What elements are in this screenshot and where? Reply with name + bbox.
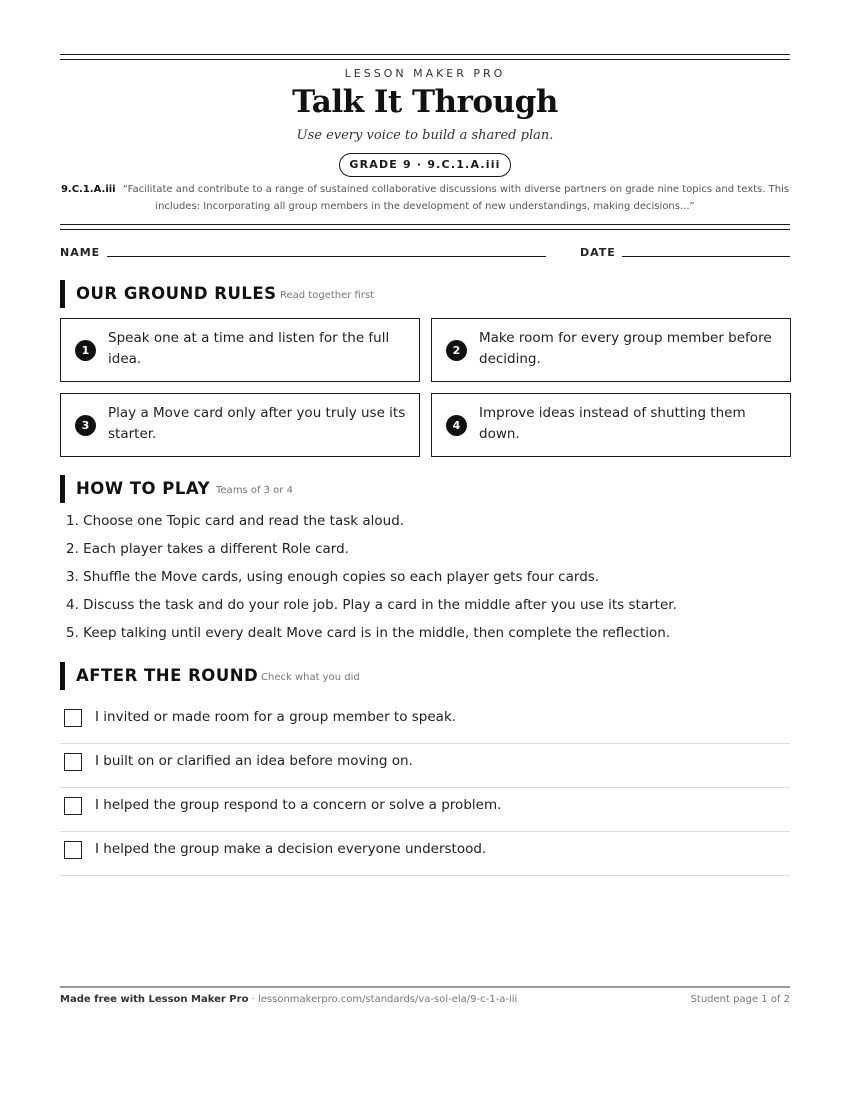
after-round-heading: AFTER THE ROUND [76,666,259,685]
ground-rules-heading: OUR GROUND RULES [76,284,277,303]
worksheet-subtitle: Use every voice to build a shared plan. [296,128,554,143]
rule-number-badge: 1 [75,340,96,361]
rule-text: Make room for every group member before deciding. [479,330,772,367]
reflection-text: I helped the group make a decision everyone understood. [95,841,487,857]
ground-rule-card [60,393,420,457]
standard-description [60,181,790,215]
date-label: DATE [580,246,616,259]
ground-rule-card [60,318,420,382]
section-marker-bar [60,662,65,690]
ground-rule-card [431,393,791,457]
grade-badge: GRADE 9 · 9.C.1.A.iii [339,153,511,177]
ground-rules-note: Read together first [280,290,375,301]
instruction-step: 5. Keep talking until every dealt Move card is in the middle, then complete the reflection. [66,625,671,641]
reflection-row [60,743,790,788]
footer-made-with: Made free with Lesson Maker Pro [60,994,249,1005]
worksheet-page [60,0,790,1100]
how-to-play-heading: HOW TO PLAY [76,479,211,498]
instruction-steps [66,511,786,651]
rule-number-badge: 2 [446,340,467,361]
worksheet-title: Talk It Through [292,84,558,120]
reflection-checkbox[interactable] [64,797,82,815]
section-marker-bar [60,280,65,308]
instruction-step: 2. Each player takes a different Role card. [66,541,349,557]
name-write-line[interactable] [107,256,546,257]
section-marker-bar [60,475,65,503]
header-bottom-double-rule [60,224,790,230]
ground-rule-card [431,318,791,382]
reflection-text: I helped the group respond to a concern or solve a problem. [95,797,502,813]
footer-url[interactable]: · lessonmakerpro.com/standards/va-sol-ela/9-c-1-a-iii [248,994,518,1005]
reflection-text: I invited or made room for a group member to speak. [95,709,457,725]
reflection-checkbox[interactable] [64,709,82,727]
standard-code: 9.C.1.A.iii [60,184,116,195]
reflection-text: I built on or clarified an idea before moving on. [95,753,413,769]
instruction-step: 3. Shuffle the Move cards, using enough copies so each player gets four cards. [66,569,600,585]
instruction-step: 1. Choose one Topic card and read the task aloud. [66,513,405,529]
top-double-rule [60,54,790,60]
name-label: NAME [60,246,101,259]
reflection-checkbox[interactable] [64,841,82,859]
rule-number-badge: 3 [75,415,96,436]
reflection-row [60,831,790,876]
footer-page-label: Student page 1 of 2 [690,994,790,1005]
rule-text: Improve ideas instead of shutting them down. [479,405,746,442]
reflection-row [60,787,790,832]
date-write-line[interactable] [622,256,790,257]
footer-credit [60,994,517,1005]
rule-text: Play a Move card only after you truly use its starter. [108,405,406,442]
reflection-row [60,699,790,744]
rule-number-badge: 4 [446,415,467,436]
footer-rule [60,986,790,988]
instruction-step: 4. Discuss the task and do your role job. Play a card in the middle after you use its starter. [66,597,677,613]
rule-text: Speak one at a time and listen for the full idea. [108,330,390,367]
standard-text: “Facilitate and contribute to a range of sustained collaborative discussions with diverse partners on grade nine topics and texts. This includes: Incorporating all group members in the development of new understandings, making decisions...” [122,184,790,212]
reflection-checkbox[interactable] [64,753,82,771]
brand-name: LESSON MAKER PRO [344,67,506,80]
after-round-note: Check what you did [261,672,360,683]
how-to-play-note: Teams of 3 or 4 [216,485,293,496]
